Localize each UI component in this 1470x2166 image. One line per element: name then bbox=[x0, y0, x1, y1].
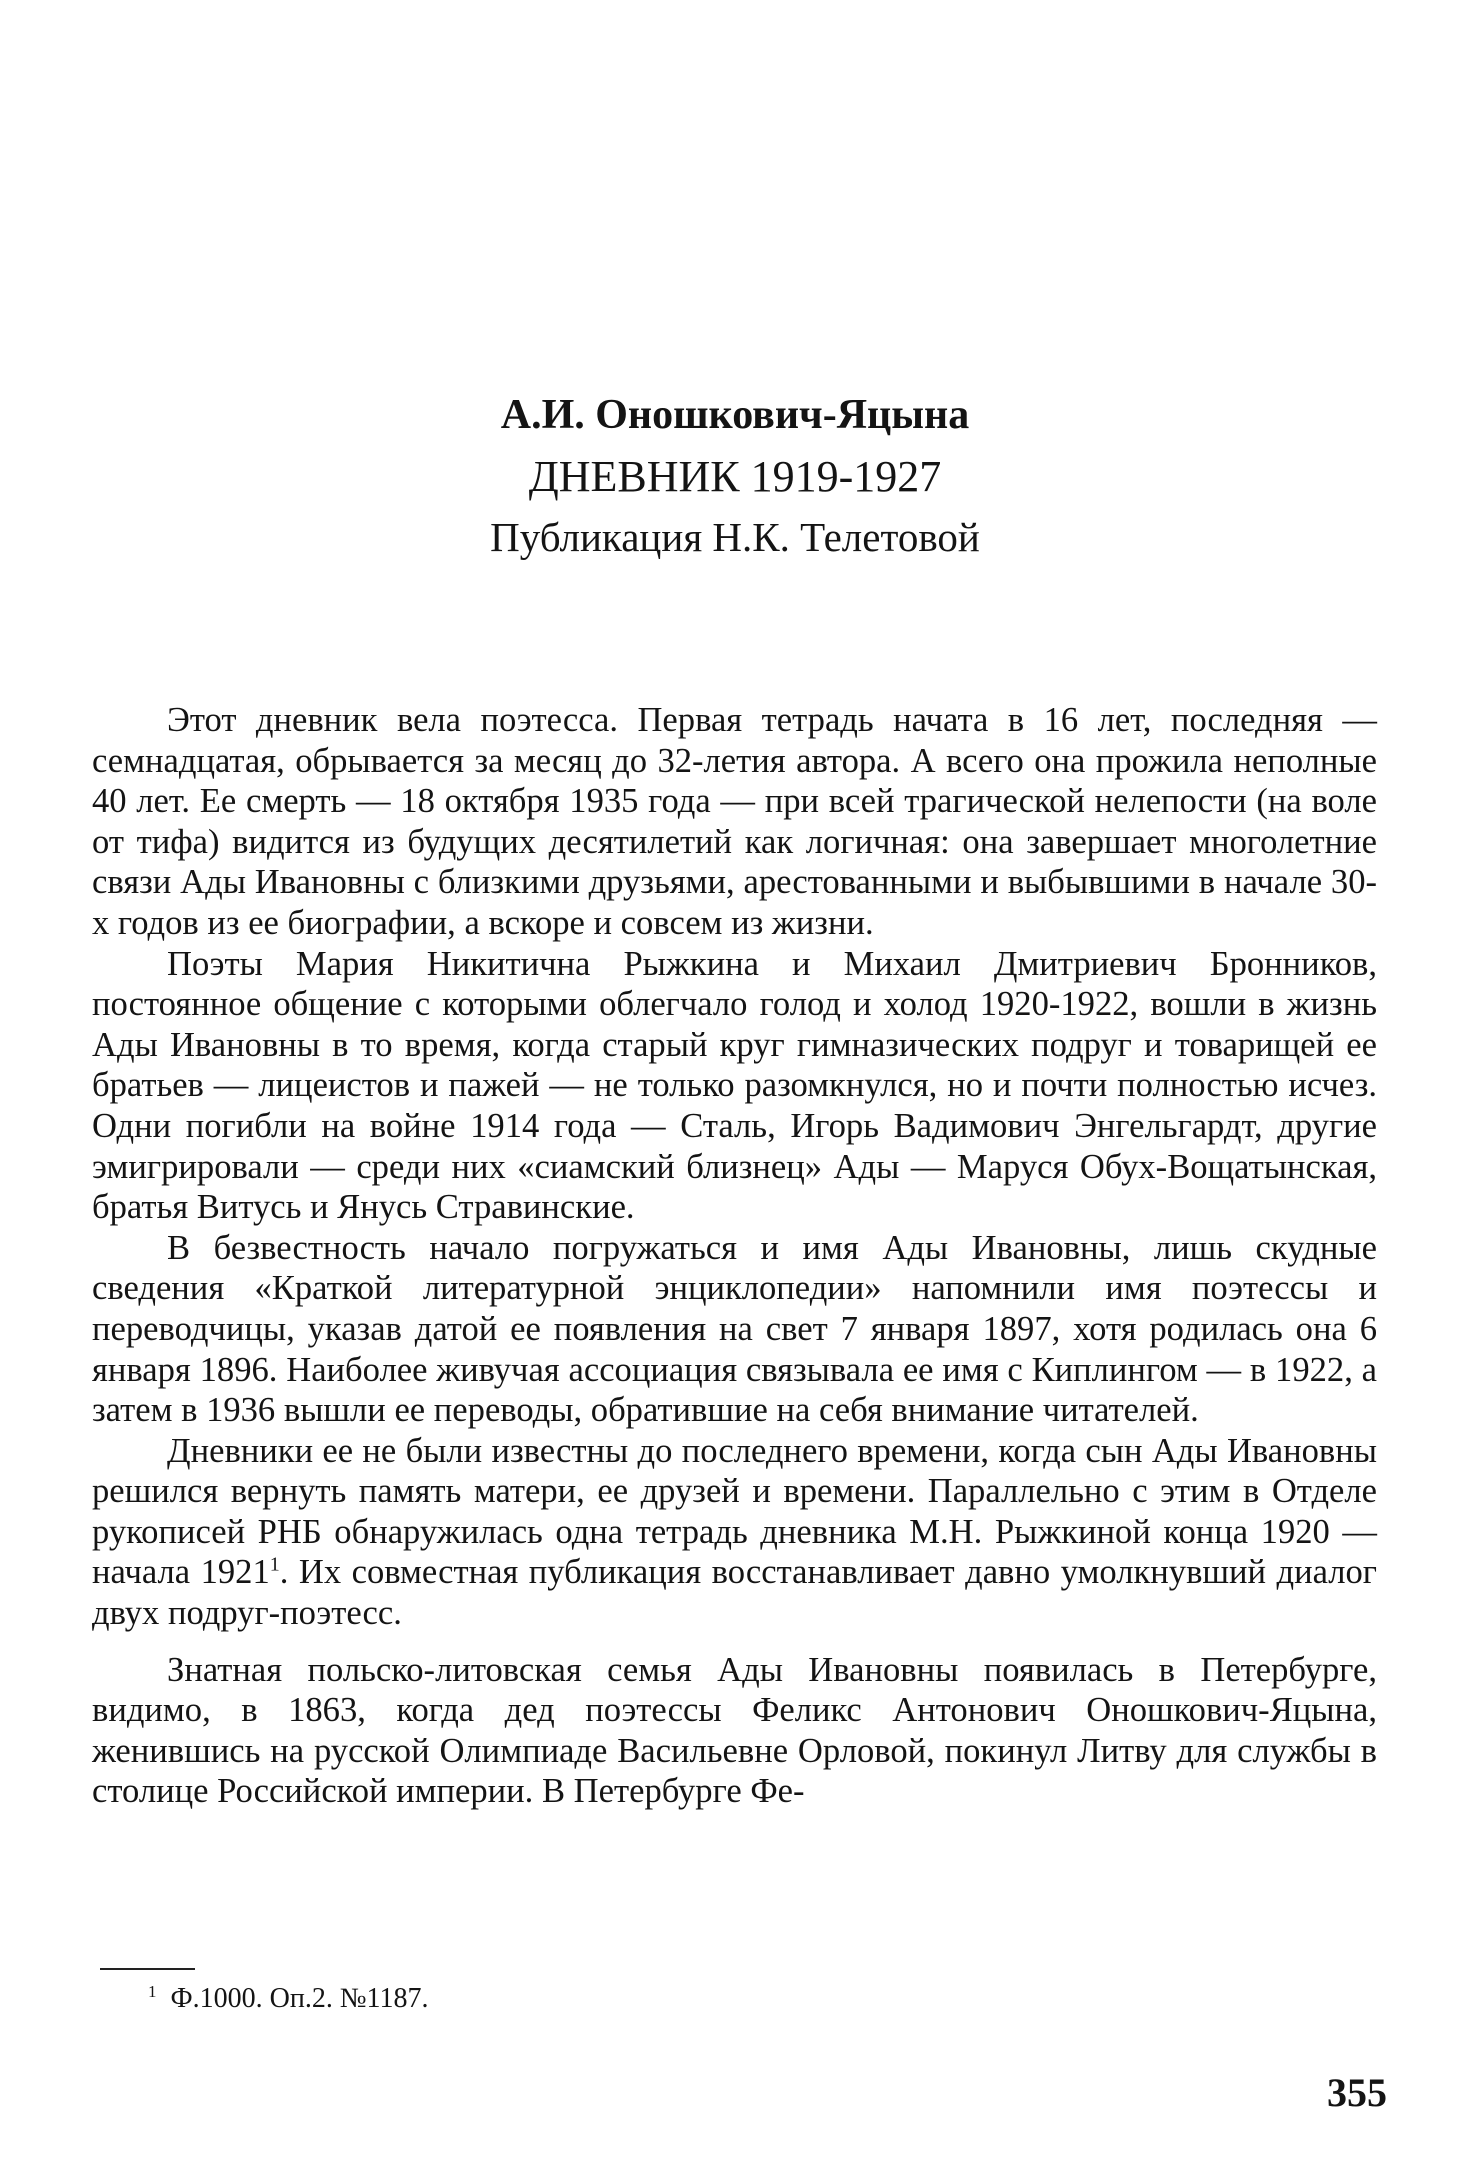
footnote-mark: 1 bbox=[148, 1981, 157, 2001]
document-title: ДНЕВНИК 1919-1927 bbox=[528, 452, 942, 501]
paragraph: Знатная польско-литовская семья Ады Ивановны появилась в Петербурге, видимо, в 1863, когда дед поэтессы Феликс Антонович Оношкович-Яцына, женившись на русской Олимпиаде Васильевне Орловой, покинул Литву для службы в столице Российской империи. В Петербурге Фе- bbox=[92, 1650, 1377, 1811]
author-name: А.И. Оношкович-Яцына bbox=[500, 392, 970, 438]
paragraph-text: Дневники ее не были известны до последнего времени, когда сын Ады Ивановны решился вернуть память матери, ее друзей и времени. Параллельно с этим в Отделе рукописей РНБ обнаружилась одна тетрадь дневника М.Н. Рыжкиной конца 1920 — начала 1921 bbox=[92, 1431, 1377, 1592]
footnote-divider bbox=[100, 1968, 195, 1970]
paragraph: Поэты Мария Никитична Рыжкина и Михаил Дмитриевич Бронников, постоянное общение с которыми облегчало голод и холод 1920-1922, вошли в жизнь Ады Ивановны в то время, когда старый круг гимназических подруг и товарищей ее братьев — лицеистов и пажей — не только разомкнулся, но и почти полностью исчез. Одни погибли на войне 1914 года — Сталь, Игорь Вадимович Энгельгардт, другие эмигрировали — среди них «сиамский близнец» Ады — Маруся Обух-Вощатынская, братья Витусь и Янусь Стравинские. bbox=[92, 944, 1377, 1227]
paragraph bbox=[92, 1431, 1377, 1634]
footnote bbox=[148, 1982, 429, 2016]
publication-credit: Публикация Н.К. Телетовой bbox=[490, 514, 980, 560]
body-text bbox=[92, 700, 1377, 1812]
paragraph-text-continued: . Их совместная публикация восстанавливает давно умолкнувший диалог двух подруг-поэтесс. bbox=[92, 1553, 1377, 1633]
paragraph: Этот дневник вела поэтесса. Первая тетрадь начата в 16 лет, последняя — семнадцатая, обрывается за месяц до 32-летия автора. А всего она прожила неполные 40 лет. Ее смерть — 18 октября 1935 года — при всей трагической нелепости (на воле от тифа) видится из будущих десятилетий как логичная: она завершает многолетние связи Ады Ивановны с близкими друзьями, арестованными и выбывшими в начале 30-х годов из ее биографии, а вскоре и совсем из жизни. bbox=[92, 701, 1377, 942]
footnote-reference: 1 bbox=[269, 1553, 280, 1576]
paragraph: В безвестность начало погружаться и имя Ады Ивановны, лишь скудные сведения «Краткой литературной энциклопедии» напомнили имя поэтессы и переводчицы, указав датой ее появления на свет 7 января 1897, хотя родилась она 6 января 1896. Наиболее живучая ассоциация связывала ее имя с Киплингом — в 1922, а затем в 1936 вышли ее переводы, обратившие на себя внимание читателей. bbox=[92, 1228, 1377, 1430]
page-number: 355 bbox=[1327, 2070, 1387, 2115]
footnote-text: Ф.1000. Оп.2. №1187. bbox=[170, 1983, 429, 2014]
